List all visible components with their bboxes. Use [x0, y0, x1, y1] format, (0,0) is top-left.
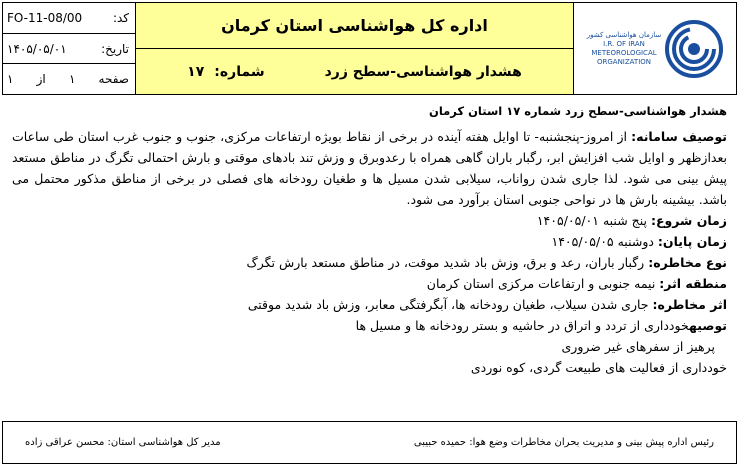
- type-value: رگبار باران، رعد و برق، وزش باد شدید موقت، در مناطق مستعد بارش تگرگ: [246, 255, 645, 270]
- date-value: ۱۴۰۵/۰۵/۰۱: [7, 41, 67, 56]
- area-value: نیمه جنوبی و ارتفاعات مرکزی استان کرمان: [426, 276, 656, 291]
- logo-text-en-1: I.R. OF IRAN: [603, 39, 645, 48]
- meteorological-emblem-icon: [665, 20, 723, 78]
- title-block: [136, 3, 574, 94]
- recommendation-row: [12, 315, 727, 336]
- date-row: [3, 33, 135, 64]
- effect-value: جاری شدن سیلاب، طغیان رودخانه ها، آبگرفتگی معابر، وزش باد شدید موقتی: [247, 297, 649, 312]
- logo-text-en-3: ORGANIZATION: [596, 57, 651, 66]
- logo-text: [587, 31, 662, 67]
- number-value: ۱۷: [187, 63, 205, 80]
- end-value: دوشنبه ۱۴۰۵/۰۵/۰۵: [551, 234, 654, 249]
- page-total: ۱: [7, 72, 14, 87]
- code-value: FO-11-08/00: [7, 10, 83, 25]
- forecast-head-signature: رئیس اداره پیش بینی و مدیریت بحران مخاطرات وضع هوا: حمیده حبیبی: [413, 437, 714, 448]
- document-body: [2, 95, 737, 421]
- start-label: زمان شروع:: [650, 213, 727, 228]
- type-label: نوع مخاطره:: [648, 255, 727, 270]
- end-label: زمان پایان:: [657, 234, 727, 249]
- warning-title: هشدار هواشناسی-سطح زرد: [324, 63, 522, 80]
- page-of: از: [36, 72, 46, 87]
- area-label: منطقه اثر:: [659, 276, 727, 291]
- hazard-type-row: [12, 252, 727, 273]
- code-row: [3, 3, 135, 33]
- org-title: اداره کل هواشناسی استان کرمان: [136, 3, 573, 49]
- page-label: صفحه: [98, 72, 129, 87]
- organization-logo: [587, 20, 724, 78]
- system-text: از امروز-پنجشنبه- تا اوایل هفته آینده در برخی از نقاط بویژه ارتفاعات مرکزی، جنوب و جنوب غرب استان طی ساعات بعدازظهر و اوایل شب افزایش ابر، رگبار باران گاهی همراه با رعدوبرق و وزش تند بادهای موقتی و بارش احتمالی تگرگ در مناطق مستعد پیش بینی می شود. لذا جاری شدن رواناب، سیلابی شدن مسیل ها و طغیان رودخانه های فصلی در برخی از مناطق مذکور محتمل می باشد. بیشینه بارش ها در نواحی جنوبی استان برآورد می شود.: [12, 129, 727, 207]
- logo-text-fa: سازمان هواشناسی کشور: [586, 30, 662, 39]
- page-row: [3, 63, 135, 94]
- end-time-row: [12, 231, 727, 252]
- code-label: کد:: [112, 10, 129, 25]
- number-label: شماره:: [214, 63, 265, 80]
- logo-block: [574, 3, 736, 94]
- rec-item-2: پرهیز از سفرهای غیر ضروری: [561, 339, 715, 354]
- start-value: پنج شنبه ۱۴۰۵/۰۵/۰۱: [536, 213, 647, 228]
- logo-text-en-2: METEOROLOGICAL: [591, 48, 657, 57]
- document-title: هشدار هواشناسی-سطح زرد شماره ۱۷ استان کرمان: [429, 104, 727, 118]
- hazard-effect-row: [12, 294, 727, 315]
- affected-area-row: [12, 273, 727, 294]
- rec-item-3: خودداری از فعالیت های طبیعت گردی، کوه نوردی: [470, 360, 727, 375]
- meta-block: [3, 3, 136, 94]
- system-description: [12, 126, 727, 210]
- start-time-row: [12, 210, 727, 231]
- rec-item-1: خودداری از تردد و اتراق در حاشیه و بستر رودخانه ها و مسیل ها: [355, 318, 690, 333]
- document-header: [2, 2, 737, 95]
- page-current: ۱: [68, 72, 76, 87]
- signature-footer: [2, 421, 737, 464]
- rec-label: توصیه: [689, 318, 727, 333]
- system-label: توصیف سامانه:: [631, 129, 727, 144]
- warning-title-row: [136, 49, 573, 94]
- date-label: تاریخ:: [101, 41, 129, 56]
- effect-label: اثر مخاطره:: [652, 297, 727, 312]
- director-signature: مدیر کل هواشناسی استان: محسن عراقی زاده: [25, 437, 221, 448]
